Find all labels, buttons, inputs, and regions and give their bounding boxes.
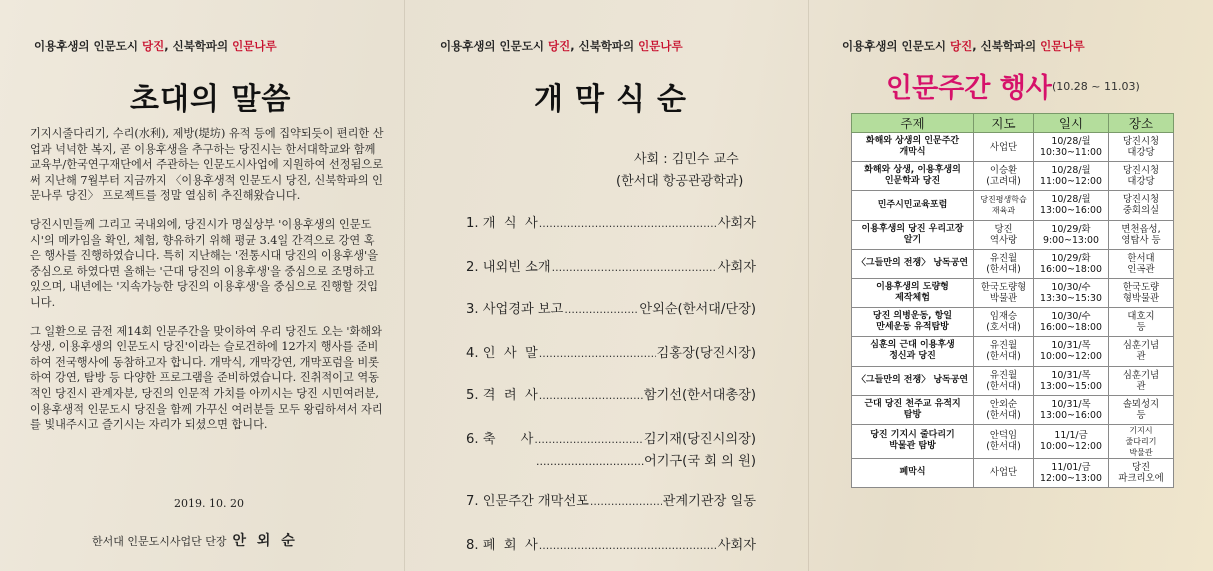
cell-time	[1034, 191, 1109, 220]
cell-place	[1109, 395, 1174, 424]
program-item	[466, 298, 756, 317]
table-row	[852, 308, 1174, 337]
program-label: 7. 인문주간 개막선포	[466, 494, 589, 509]
cell-text: 당진	[1131, 461, 1151, 473]
cell-text: (한서대)	[986, 380, 1021, 392]
program-value: 함기선(한서대총장)	[643, 388, 756, 403]
cell-place	[1109, 191, 1174, 220]
cell-text: 화해와 상생, 이용후생의	[864, 165, 961, 176]
cell-text: (고려대)	[986, 176, 1021, 188]
program-value: 사회자	[717, 216, 756, 231]
cell-time	[1034, 278, 1109, 307]
events-date-range: (10.28 ~ 11.03)	[1052, 80, 1140, 93]
cell-text: 11:00~12:00	[1040, 176, 1102, 188]
cell-text: 10/28/월	[1051, 136, 1091, 148]
cell-text: (한서대)	[986, 409, 1021, 421]
cell-topic	[852, 424, 974, 458]
program-item	[466, 490, 756, 509]
cell-text: 관	[1136, 351, 1146, 363]
cell-guide	[974, 133, 1034, 162]
leader-dots	[539, 389, 643, 402]
table-row	[852, 278, 1174, 307]
cell-text: 이승환	[989, 165, 1018, 177]
signature	[92, 530, 298, 550]
cell-topic	[852, 249, 974, 278]
header-brand: 인문나루	[232, 39, 277, 53]
ceremony-title: 개막식순	[534, 82, 698, 117]
program-value: 안외순(한서대/단장)	[639, 302, 756, 317]
cell-text: 이용후생의 당진 우리고장	[861, 223, 964, 234]
cell-text: (한서대)	[986, 263, 1021, 275]
cell-text: 12:00~13:00	[1040, 472, 1102, 484]
cell-text: 폐막식	[899, 467, 926, 478]
cell-text: 사업단	[989, 141, 1018, 153]
cell-text: 심훈기념	[1122, 340, 1160, 352]
cell-text: 등	[1136, 409, 1146, 421]
table-header-row	[852, 114, 1174, 133]
program-value: 어기구(국 회 의 원)	[643, 454, 756, 469]
column-header: 장소	[1109, 114, 1174, 133]
cell-time	[1034, 424, 1109, 458]
cell-text: 형박물관	[1122, 293, 1160, 305]
host-affiliation: (한서대 항공관광학과)	[616, 174, 744, 189]
cell-time	[1034, 133, 1109, 162]
header-city: 당진	[548, 39, 571, 53]
cell-topic	[852, 458, 974, 487]
cell-text: 10:00~12:00	[1040, 441, 1102, 453]
cell-text: 영탑사 등	[1121, 234, 1161, 246]
cell-time	[1034, 458, 1109, 487]
cell-time	[1034, 249, 1109, 278]
cell-topic	[852, 220, 974, 249]
cell-text: 유진월	[989, 252, 1018, 264]
cell-time	[1034, 366, 1109, 395]
cell-text: 10/28/월	[1051, 165, 1091, 177]
cell-text: 16:00~18:00	[1040, 322, 1102, 334]
cell-text: 대강당	[1127, 147, 1155, 159]
cell-time	[1034, 220, 1109, 249]
events-table	[851, 113, 1174, 488]
cell-text: 11/1/금	[1054, 430, 1088, 442]
cell-text: 한국도량형	[980, 282, 1027, 294]
events-title: 인문주간 행사	[886, 73, 1052, 104]
column-header: 일시	[1034, 114, 1109, 133]
cell-time	[1034, 395, 1109, 424]
header-prefix: 이용후생의 인문도시	[842, 39, 950, 53]
cell-text: 안외순	[989, 398, 1018, 410]
cell-guide	[974, 249, 1034, 278]
cell-text: 박물관 탐방	[889, 441, 936, 452]
cell-guide	[974, 191, 1034, 220]
cell-text: 임재승	[989, 311, 1018, 323]
cell-text: 대강당	[1127, 176, 1155, 188]
cell-text: 파크리오에	[1118, 472, 1164, 484]
table-row	[852, 191, 1174, 220]
header-city: 당진	[950, 39, 973, 53]
cell-text: 기지시	[1129, 425, 1153, 435]
cell-place	[1109, 337, 1174, 366]
cell-text: (한서대)	[986, 441, 1021, 453]
table-row	[852, 366, 1174, 395]
cell-text: 유진월	[989, 340, 1018, 352]
cell-text: 개막식	[899, 147, 926, 158]
table-row	[852, 424, 1174, 458]
cell-guide	[974, 162, 1034, 191]
cell-text: 10/28/월	[1051, 194, 1091, 206]
cell-text: 10:00~12:00	[1040, 351, 1102, 363]
table-row	[852, 337, 1174, 366]
cell-topic	[852, 278, 974, 307]
cell-place	[1109, 278, 1174, 307]
header-city: 당진	[142, 39, 165, 53]
cell-text: 10/31/목	[1051, 340, 1091, 352]
cell-text: 정신과 당진	[889, 351, 936, 362]
cell-topic	[852, 366, 974, 395]
cell-text: 〈그들만의 전쟁〉 낭독공연	[856, 375, 969, 386]
program-value: 김홍장(당진시장)	[656, 346, 756, 361]
cell-text: 면천읍성,	[1121, 223, 1161, 235]
leader-dots	[536, 455, 644, 468]
cell-text: 역사랑	[989, 234, 1018, 246]
cell-text: 10/30/수	[1051, 311, 1091, 323]
header-slogan	[842, 38, 1085, 54]
leader-dots	[552, 261, 717, 274]
signer-title: 한서대 인문도시사업단 단장	[92, 535, 227, 548]
leader-dots	[564, 303, 638, 316]
table-row	[852, 162, 1174, 191]
header-brand: 인문나루	[638, 39, 683, 53]
cell-guide	[974, 366, 1034, 395]
signer-name: 안 외 순	[232, 533, 298, 549]
program-label: 4. 인 사 말	[466, 346, 538, 361]
header-prefix: 이용후생의 인문도시	[34, 39, 142, 53]
cell-guide	[974, 308, 1034, 337]
program-item	[466, 534, 756, 553]
header-prefix: 이용후생의 인문도시	[440, 39, 548, 53]
leader-dots	[539, 539, 717, 552]
cell-text: 유진월	[989, 369, 1018, 381]
cell-text: 11/01/금	[1051, 461, 1091, 473]
header-slogan	[440, 38, 683, 54]
cell-place	[1109, 424, 1174, 458]
program-label: 3. 사업경과 보고	[466, 302, 564, 317]
table-row	[852, 133, 1174, 162]
cell-text: 당진	[994, 223, 1013, 235]
cell-text: 당진시청	[1122, 194, 1160, 206]
cell-text: 안덕임	[989, 430, 1018, 442]
cell-text: 인문학과 당진	[884, 176, 941, 187]
table-row	[852, 220, 1174, 249]
cell-text: 이용후생의 도량형	[876, 282, 949, 293]
cell-text: 박물관	[1129, 447, 1153, 457]
events-panel	[808, 0, 1213, 571]
invitation-title: 초대의 말씀	[130, 82, 292, 117]
cell-text: 근대 당진 천주교 유적지	[864, 398, 961, 409]
header-middle: , 신북학파의	[570, 39, 639, 53]
cell-text: 알기	[903, 234, 922, 245]
cell-text: 10:30~11:00	[1040, 147, 1102, 159]
program-value: 김기재(당진시의장)	[643, 432, 756, 447]
program-label: 6. 축 사	[466, 432, 534, 447]
cell-guide	[974, 395, 1034, 424]
program-item	[466, 384, 756, 403]
cell-text: 화해와 상생의 인문주간	[865, 136, 960, 147]
cell-text: 심훈기념	[1122, 369, 1160, 381]
ceremony-panel	[404, 0, 808, 571]
cell-text: 대호지	[1127, 311, 1155, 323]
invitation-paragraph: 그 일환으로 금전 제14회 인문주간을 맞이하여 우리 당진도 오는 '화해와 상생, 이용후생의 인문도시 당진'이라는 슬로건하에 12가지 행사를 준비하여 전국행사에 동참하고자 합니다. 개막식, 개막강연, 개막포럼을 비롯하여 강연, 탐방 등 다양한 프로그램을 준비하였습니다. 진취적이고 역동적인 당진시 관계자분, 당진의 인문적 가치를 아끼시는 당진 시민여러분, 이용후생적 인문도시 당진을 함께 가꾸신 여러분들 모두 왕림하셔서 자리를 빛내주시고 즐기시는 자리가 되셨으면 합니다.	[30, 324, 383, 432]
cell-time	[1034, 337, 1109, 366]
header-brand: 인문나루	[1040, 39, 1085, 53]
cell-place	[1109, 458, 1174, 487]
leader-dots	[539, 347, 656, 360]
cell-text: 10/30/수	[1051, 282, 1091, 294]
program-item	[466, 256, 756, 275]
cell-topic	[852, 191, 974, 220]
header-middle: , 신북학파의	[164, 39, 233, 53]
cell-text: 당진 의병운동, 항일	[872, 311, 953, 322]
cell-guide	[974, 337, 1034, 366]
cell-text: 10/29/화	[1051, 223, 1091, 235]
program-item	[466, 212, 756, 231]
program-label: 1. 개 식 사	[466, 216, 538, 231]
cell-text: (한서대)	[986, 351, 1021, 363]
cell-place	[1109, 162, 1174, 191]
cell-text: 10/31/목	[1051, 398, 1091, 410]
cell-text: 줄다리기	[1125, 436, 1157, 446]
leader-dots	[534, 433, 642, 446]
cell-time	[1034, 162, 1109, 191]
events-table-body	[852, 133, 1174, 488]
cell-text: 민주시민교육포럼	[877, 199, 948, 210]
cell-topic	[852, 133, 974, 162]
program-item-extra	[536, 450, 756, 469]
cell-topic	[852, 337, 974, 366]
cell-place	[1109, 308, 1174, 337]
cell-text: 한국도량	[1122, 282, 1160, 294]
cell-topic	[852, 308, 974, 337]
cell-text: 10/31/목	[1051, 369, 1091, 381]
cell-text: 관	[1136, 380, 1146, 392]
table-row	[852, 395, 1174, 424]
cell-text: 만세운동 유적탐방	[876, 322, 949, 333]
program-value: 관계기관장 일동	[662, 494, 756, 509]
cell-time	[1034, 308, 1109, 337]
column-header: 지도	[974, 114, 1034, 133]
cell-guide	[974, 424, 1034, 458]
cell-text: 9:00~13:00	[1043, 234, 1099, 246]
cell-text: 당진시청	[1122, 165, 1160, 177]
cell-text: 솔뫼성지	[1122, 398, 1160, 410]
header-slogan	[34, 38, 277, 54]
program-label: 8. 폐 회 사	[466, 538, 538, 553]
cell-place	[1109, 249, 1174, 278]
invitation-date: 2019. 10. 20	[174, 497, 244, 510]
cell-guide	[974, 278, 1034, 307]
program-label: 5. 격 려 사	[466, 388, 538, 403]
cell-text: 〈그들만의 전쟁〉 낭독공연	[856, 258, 969, 269]
cell-guide	[974, 458, 1034, 487]
program-value: 사회자	[717, 538, 756, 553]
cell-text: 당진시청	[1122, 136, 1160, 148]
cell-text: 중회의실	[1122, 205, 1160, 217]
program-item	[466, 342, 756, 361]
column-header: 주제	[852, 114, 974, 133]
cell-text: 탐방	[903, 409, 922, 420]
program-item	[466, 428, 756, 447]
cell-place	[1109, 366, 1174, 395]
cell-text: 박물관	[989, 293, 1018, 305]
table-row	[852, 249, 1174, 278]
cell-text: 13:00~15:00	[1040, 380, 1102, 392]
invitation-paragraph: 당진시민들께 그리고 국내외에, 당진시가 명실상부 '이용후생의 인문도시'의 메카임을 확인, 체험, 향유하기 위해 평균 3.4일 간격으로 강연 혹은 행사를 진행하였습니다. 특히 지난해는 '전통시대 당진의 이용후생'을 중심으로 하였다면 올해는 '근대 당진의 이용후생'을 중심으로 조명하고 있으며, 내년에는 '지속가능한 당진의 이용후생'을 중심으로 진행할 것입니다.	[30, 217, 379, 309]
cell-text: 13:30~15:30	[1040, 293, 1102, 305]
leader-dots	[539, 217, 717, 230]
cell-place	[1109, 133, 1174, 162]
cell-guide	[974, 220, 1034, 249]
cell-place	[1109, 220, 1174, 249]
host-line: 사회 : 김민수 교수	[634, 152, 739, 167]
cell-text: 13:00~16:00	[1040, 409, 1102, 421]
header-middle: , 신북학파의	[972, 39, 1041, 53]
invitation-panel	[0, 0, 404, 571]
cell-text: 재육과	[991, 206, 1016, 216]
invitation-paragraph: 기지시줄다리기, 수리(水利), 제방(堤坊) 유적 등에 집약되듯이 편리한 산업과 넉넉한 복지, 곧 이용후생을 추구하는 당진시는 한서대학교와 함께 교육부/한국연구재단에서 주관하는 인문도시사업에 지원하여 선정됨으로써 지난해 7월부터 지금까지 〈이용후생적 인문도시 당진, 신북학파의 인문나루 당진〉 프로젝트를 정말 열심히 추진해왔습니다.	[30, 127, 384, 203]
cell-text: 심훈의 근대 이용후생	[870, 340, 955, 351]
table-row	[852, 458, 1174, 487]
cell-text: 사업단	[989, 467, 1018, 479]
cell-text: 13:00~16:00	[1040, 205, 1102, 217]
cell-text: 등	[1136, 322, 1146, 334]
leader-dots	[590, 495, 662, 508]
cell-text: 10/29/화	[1051, 252, 1091, 264]
cell-text: 인곡관	[1127, 263, 1155, 275]
cell-text: 당진평생학습	[980, 195, 1027, 205]
cell-topic	[852, 162, 974, 191]
cell-text: (호서대)	[986, 322, 1021, 334]
program-value: 사회자	[717, 260, 756, 275]
invitation-body	[30, 126, 385, 446]
cell-text: 한서대	[1127, 252, 1155, 264]
cell-text: 16:00~18:00	[1040, 263, 1102, 275]
cell-text: 당진 기지시 줄다리기	[870, 430, 955, 441]
cell-text: 제작체험	[895, 293, 930, 304]
program-label: 2. 내외빈 소개	[466, 260, 551, 275]
cell-topic	[852, 395, 974, 424]
